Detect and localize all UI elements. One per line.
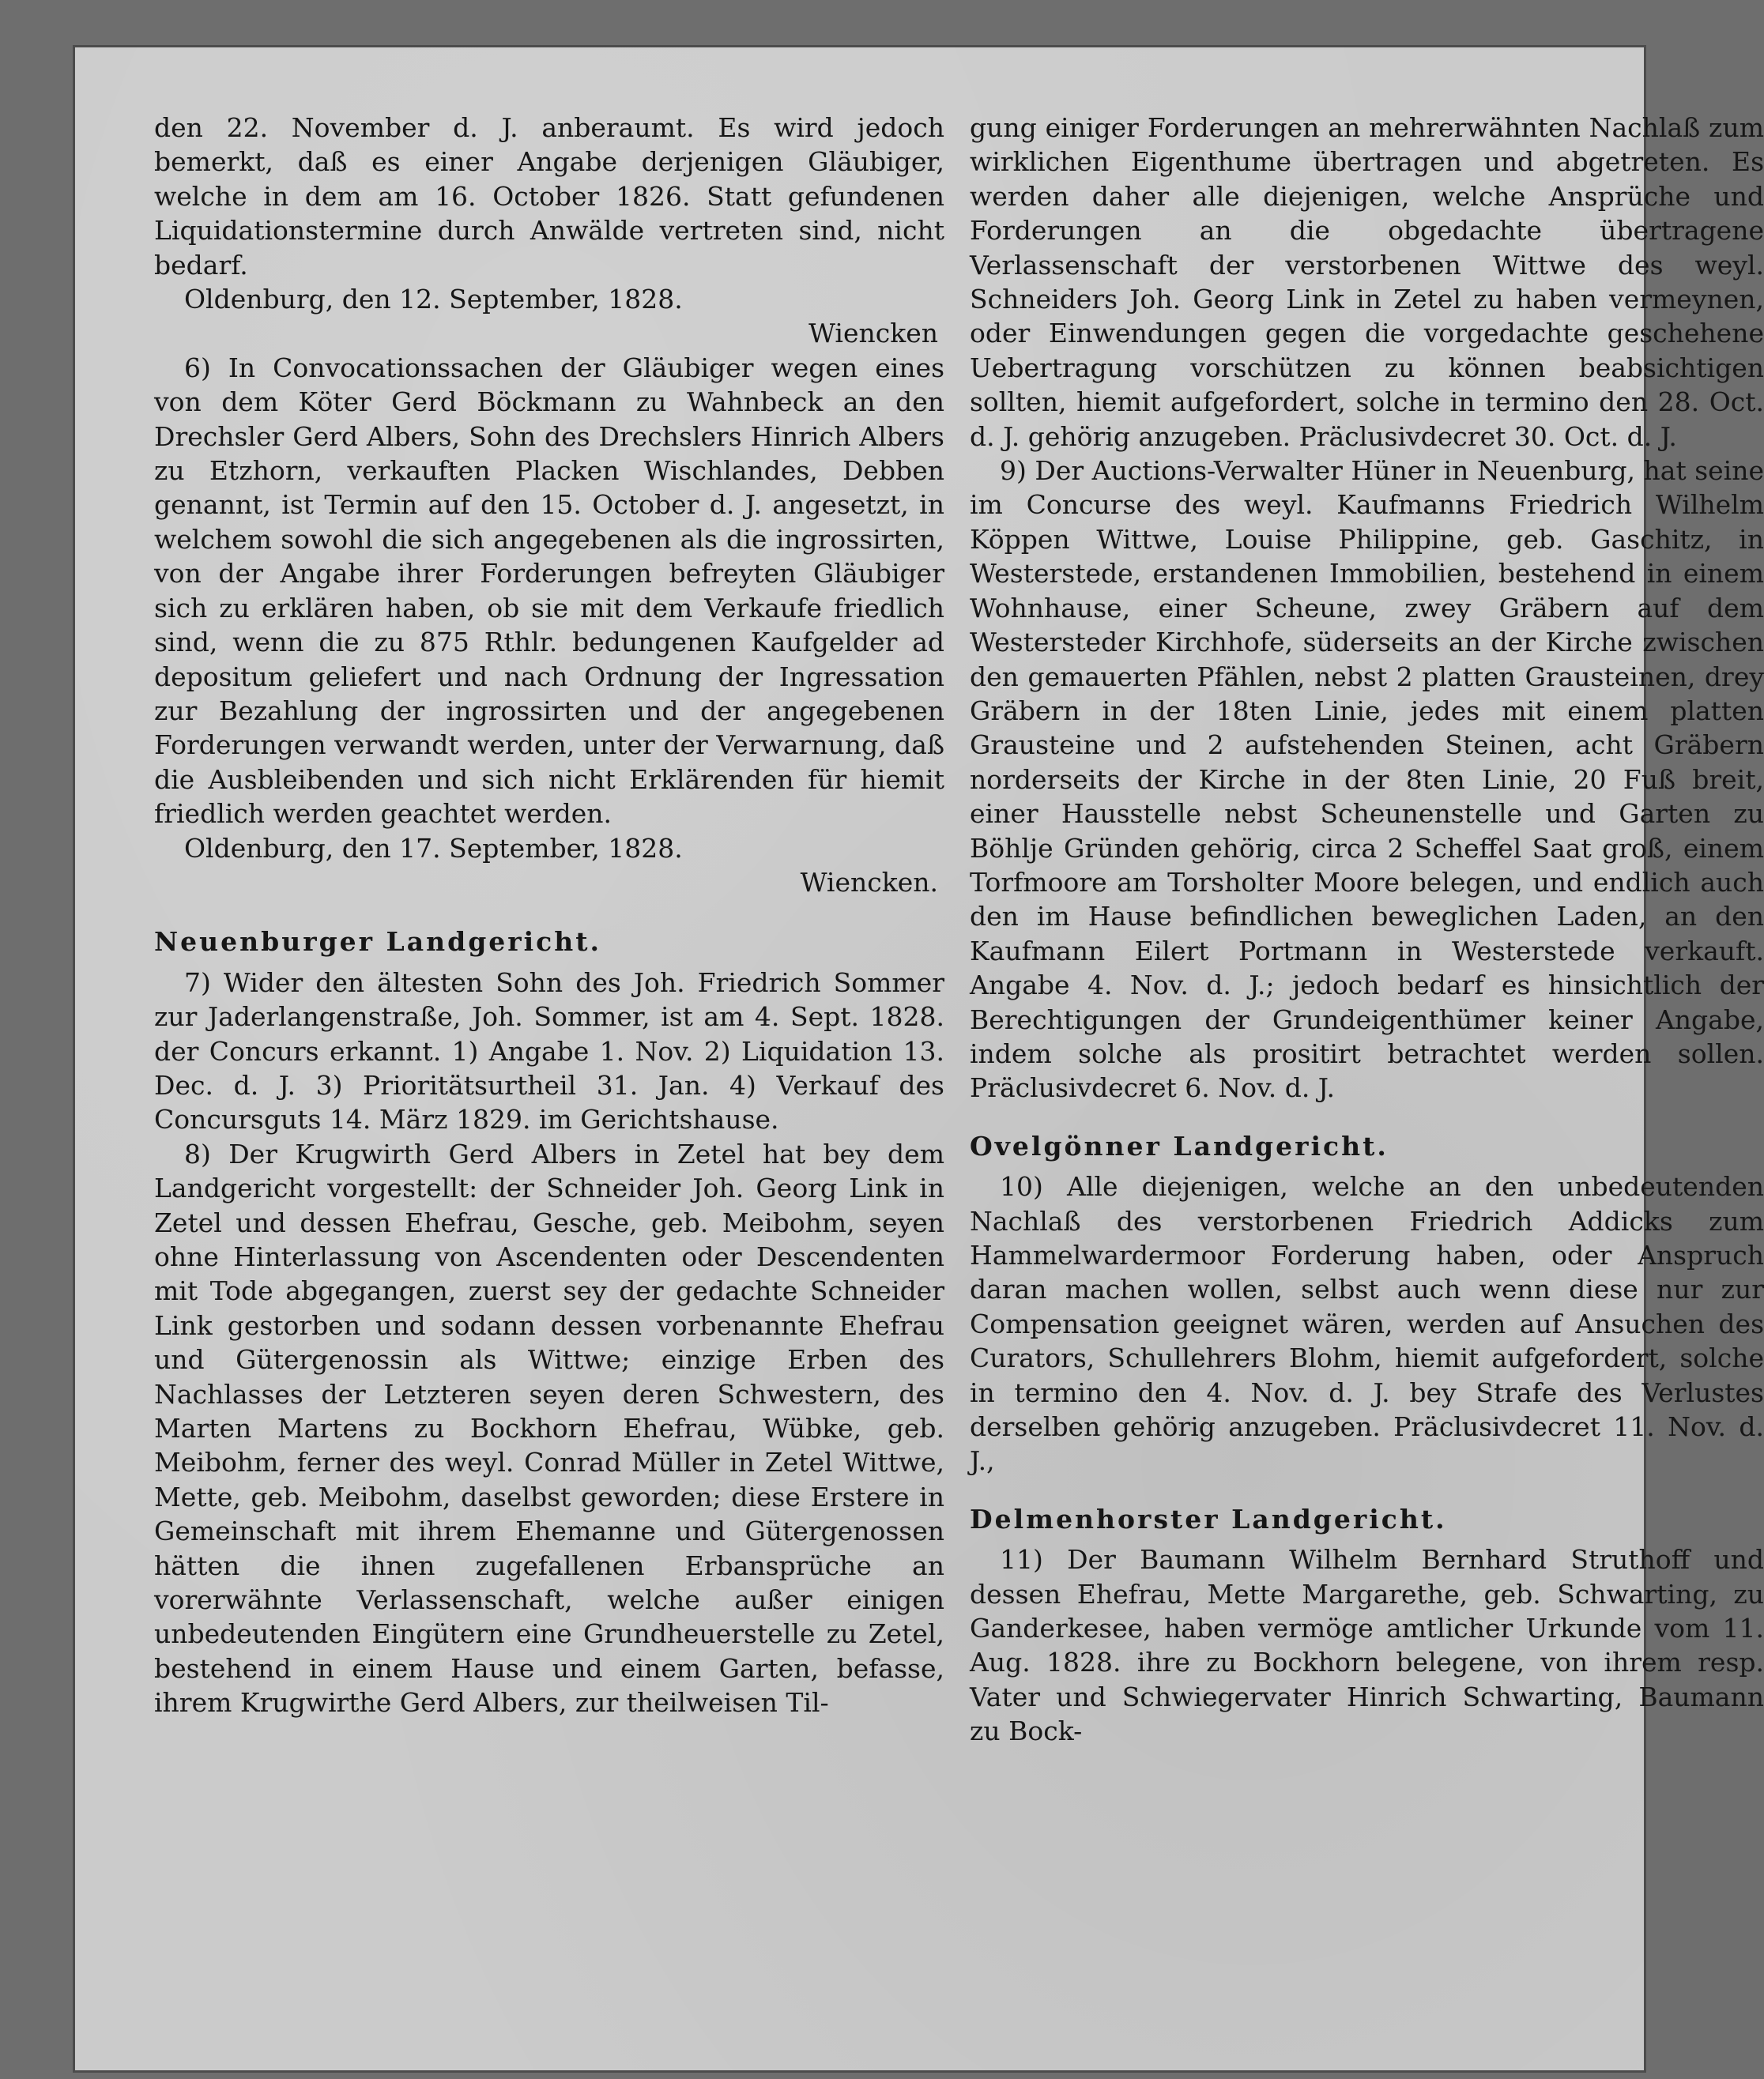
notice-6: 6) In Convocationssachen der Gläubiger wegen eines von dem Köter Gerd Böckmann zu Wahnbeck an den Drechsler Gerd Albers, Sohn des Drechslers Hinrich Albers zu Etzhorn, verkauften Placken Wischlandes, Debben genannt, ist Termin auf den 15. October d. J. angesetzt, in welchem sowohl die sich angegebenen als die ingrossirten, von der Angabe ihrer Forderungen befreyten Gläubiger sich zu erklären haben, ob sie mit dem Verkaufe friedlich sind, wenn die zu 875 Rthlr. bedungenen Kaufgelder ad depositum geliefert und nach Ordnung der Ingressation zur Bezahlung der ingrossirten und der angegebenen Forderungen verwandt werden, unter der Verwarnung, daß die Ausbleibenden und sich nicht Erklärenden für hiemit friedlich werden geachtet werden. (154, 352, 944, 830)
dateline: Oldenburg, den 12. September, 1828. (184, 284, 683, 315)
section-heading: Neuenburger Landgericht. (154, 926, 602, 958)
dateline: Oldenburg, den 17. September, 1828. (184, 832, 683, 864)
signature: Wiencken (808, 318, 938, 349)
right-column (970, 111, 1764, 1749)
notice-10: 10) Alle diejenigen, welche an den unbedeutenden Nachlaß des verstorbenen Friedrich Addicks zum Hammelwardermoor Forderung haben, oder Anspruch daran machen wollen, selbst auch wenn diese nur zur Compensation geeignet wären, werden auf Ansuchen des Curators, Schullehrers Blohm, hiemit aufgefordert, solche in termino den 4. Nov. d. J. bey Strafe des Verlustes derselben gehörig anzugeben. Präclusivdecret 11. Nov. d. J., (970, 1171, 1764, 1477)
paragraph-continuation: den 22. November d. J. anberaumt. Es wird jedoch bemerkt, daß es einer Angabe derjenigen Gläubiger, welche in dem am 16. October 1826. Statt gefundenen Liquidationstermine durch Anwälde vertreten sind, nicht bedarf. (154, 112, 944, 281)
section-heading: Delmenhorster Landgericht. (970, 1503, 1447, 1535)
left-column (154, 111, 944, 1720)
notice-8: 8) Der Krugwirth Gerd Albers in Zetel hat bey dem Landgericht vorgestellt: der Schneider Joh. Georg Link in Zetel und dessen Ehefrau, Gesche, geb. Meibohm, seyen ohne Hinterlassung von Ascendenten oder Descendenten mit Tode abgegangen, zuerst sey der gedachte Schneider Link gestorben und sodann dessen vorbenannte Ehefrau und Gütergenossin als Wittwe; einzige Erben des Nachlasses der Letzteren seyen deren Schwestern, des Marten Martens zu Bockhorn Ehefrau, Wübke, geb. Meibohm, ferner des weyl. Conrad Müller in Zetel Wittwe, Mette, geb. Meibohm, daselbst geworden; diese Erstere in Gemeinschaft mit ihrem Ehemanne und Gütergenossen hätten die ihnen zugefallenen Erbansprüche an vorerwähnte Verlassenschaft, welche außer einigen unbedeutenden Eingütern eine Grundheuerstelle zu Zetel, bestehend in einem Hause und einem Garten, befasse, ihrem Krugwirthe Gerd Albers, zur theilweisen Til- (154, 1138, 944, 1719)
section-heading: Ovelgönner Landgericht. (970, 1130, 1389, 1162)
notice-7: 7) Wider den ältesten Sohn des Joh. Friedrich Sommer zur Jaderlangenstraße, Joh. Sommer, ist am 4. Sept. 1828. der Concurs erkannt. 1) Angabe 1. Nov. 2) Liquidation 13. Dec. d. J. 3) Prioritätsurtheil 31. Jan. 4) Verkauf des Concursguts 14. März 1829. im Gerichtshause. (154, 966, 944, 1136)
paragraph-continuation: gung einiger Forderungen an mehrerwähnten Nachlaß zum wirklichen Eigenthume übertragen und abgetreten. Es werden daher alle diejenigen, welche Ansprüche und Forderungen an die obgedachte übertragene Verlassenschaft der verstorbenen Wittwe des weyl. Schneiders Joh. Georg Link in Zetel zu haben vermeynen, oder Einwendungen gegen die vorgedachte geschehene Uebertragung vorschützen zu können beabsichtigen sollten, hiemit aufgefordert, solche in termino den 28. Oct. d. J. gehörig anzugeben. Präclusivdecret 30. Oct. d. J. (970, 112, 1764, 452)
notice-11: 11) Der Baumann Wilhelm Bernhard Struthoff und dessen Ehefrau, Mette Margarethe, geb. Schwarting, zu Ganderkesee, haben vermöge amtlicher Urkunde vom 11. Aug. 1828. ihre zu Bockhorn belegene, von ihrem resp. Vater und Schwiegervater Hinrich Schwarting, Baumann zu Bock- (970, 1544, 1764, 1747)
newspaper-page (75, 47, 1764, 2070)
notice-9: 9) Der Auctions-Verwalter Hüner in Neuenburg, hat seine im Concurse des weyl. Kaufmanns Friedrich Wilhelm Köppen Wittwe, Louise Philippine, geb. Gaschitz, in Westerstede, erstandenen Immobilien, bestehend in einem Wohnhause, einer Scheune, zwey Gräbern auf dem Westersteder Kirchhofe, süderseits an der Kirche zwischen den gemauerten Pfählen, nebst 2 platten Grausteinen, drey Gräbern in der 18ten Linie, jedes mit einem platten Grausteine und 2 aufstehenden Steinen, acht Gräbern norderseits der Kirche in der 8ten Linie, 20 Fuß breit, einer Hausstelle nebst Scheunenstelle und Garten zu Böhlje Gründen gehörig, circa 2 Scheffel Saat groß, einem Torfmoore am Torsholter Moore belegen, und endlich auch den im Hause befindlichen beweglichen Laden, an den Kaufmann Eilert Portmann in Westerstede verkauft. Angabe 4. Nov. d. J.; jedoch bedarf es hinsichtlich der Berechtigungen der Grundeigenthümer keiner Angabe, indem solche als prositirt betrachtet werden sollen. Präclusivdecret 6. Nov. d. J. (970, 455, 1764, 1104)
signature: Wiencken. (800, 866, 938, 898)
